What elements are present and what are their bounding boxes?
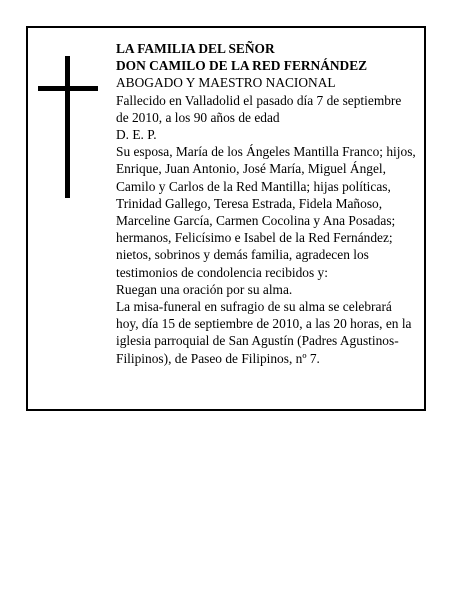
body-line: Su esposa, María de los Ángeles Mantilla Franco; hijos, — [116, 144, 416, 160]
body-line: Camilo y Carlos de la Red Mantilla; hijas políticas, — [116, 178, 391, 194]
profession: ABOGADO Y MAESTRO NACIONAL — [116, 75, 336, 91]
body-line: hermanos, Felicísimo e Isabel de la Red Fernández; — [116, 230, 393, 246]
notice-text — [116, 40, 424, 367]
mass-line: La misa-funeral en sufragio de su alma se celebrará — [116, 299, 392, 315]
body-line: Marceline García, Carmen Cocolina y Ana Posadas; — [116, 213, 396, 229]
heading-deceased-name: DON CAMILO DE LA RED FERNÁNDEZ — [116, 58, 368, 74]
body-line: testimonios de condolencia recibidos y: — [116, 264, 328, 280]
cross-vertical-bar — [65, 56, 70, 198]
obituary-notice — [26, 26, 426, 411]
body-line: Enrique, Juan Antonio, José María, Miguel Ángel, — [116, 161, 387, 177]
cross-icon — [38, 56, 98, 198]
mass-line: hoy, día 15 de septiembre de 2010, a las 20 horas, en la — [116, 316, 412, 332]
mass-line: Filipinos), de Paseo de Filipinos, nº 7. — [116, 350, 320, 366]
prayer-line: Ruegan una oración por su alma. — [116, 281, 293, 297]
body-line: nietos, sobrinos y demás familia, agradecen los — [116, 247, 369, 263]
body-line: Fallecido en Valladolid el pasado día 7 de septiembre — [116, 92, 402, 108]
cross-horizontal-bar — [38, 86, 98, 91]
mass-line: iglesia parroquial de San Agustín (Padres Agustinos- — [116, 333, 399, 349]
heading-family: LA FAMILIA DEL SEÑOR — [116, 41, 275, 56]
rip-line: D. E. P. — [116, 127, 157, 143]
body-line: Trinidad Gallego, Teresa Estrada, Fidela Mañoso, — [116, 195, 383, 211]
body-line: de 2010, a los 90 años de edad — [116, 109, 280, 125]
